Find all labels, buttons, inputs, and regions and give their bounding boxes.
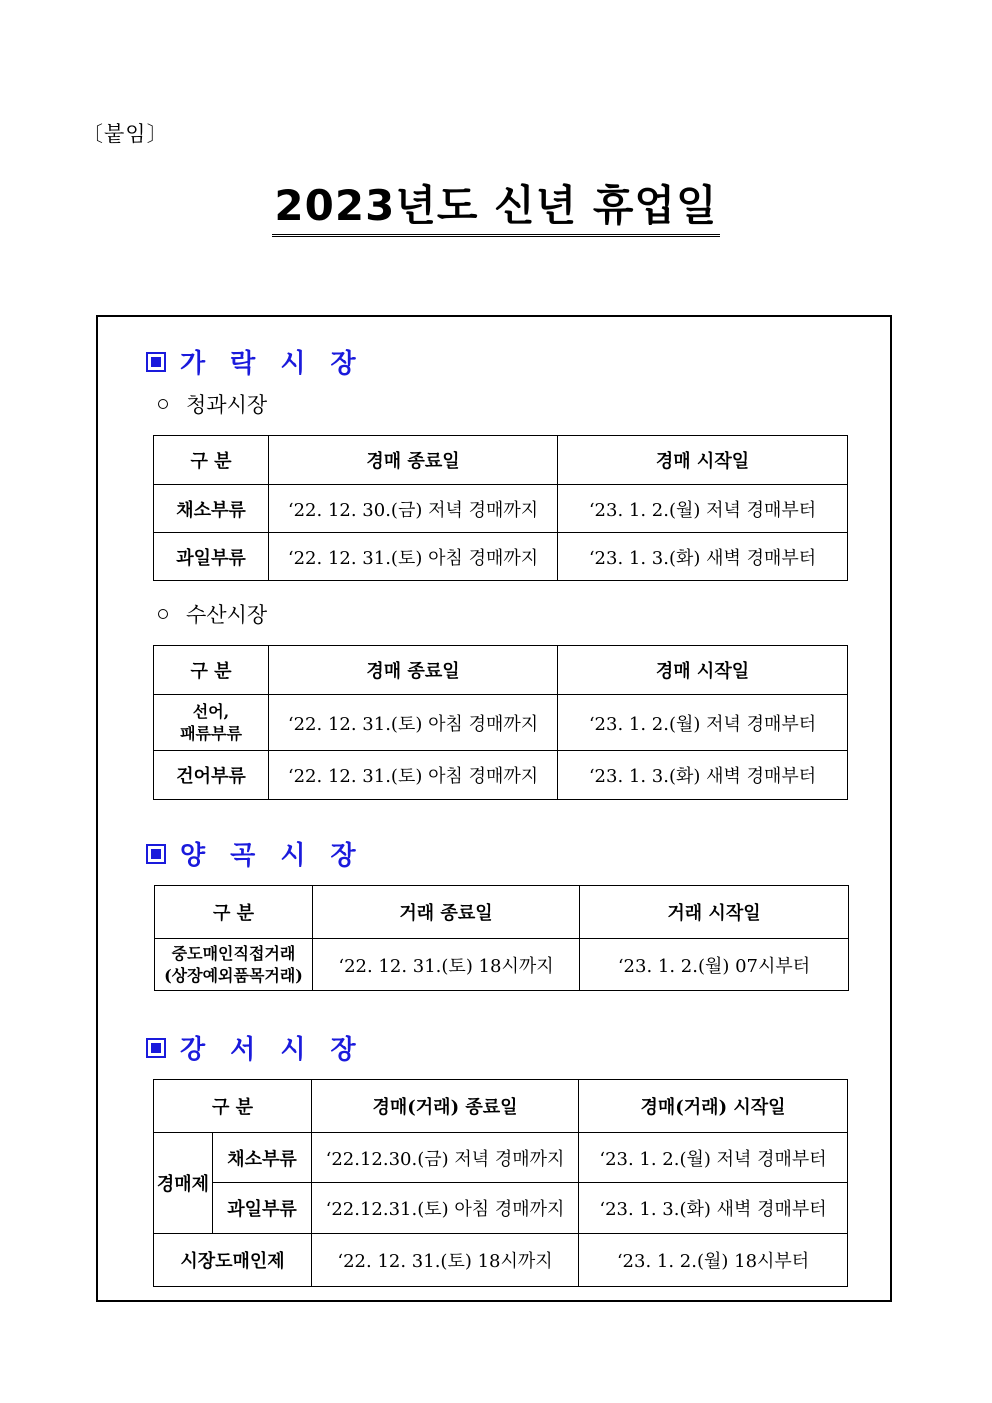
table-row xyxy=(154,485,848,533)
section-garak-heading xyxy=(146,343,364,380)
row-label-line1: 중도매인직접거래 xyxy=(171,943,296,963)
row-start-date: ‘23. 1. 2.(월) 저녁 경매부터 xyxy=(558,695,848,751)
header-start-date: 경매(거래) 시작일 xyxy=(579,1080,848,1133)
table-header-row xyxy=(154,1080,848,1133)
row-end-date: ‘22. 12. 31.(토) 18시까지 xyxy=(313,939,580,991)
header-end-date: 경매(거래) 종료일 xyxy=(312,1080,579,1133)
header-start-date: 거래 시작일 xyxy=(580,886,849,939)
grain-table xyxy=(154,885,849,991)
row-label: 시장도매인제 xyxy=(154,1234,312,1287)
header-category: 구 분 xyxy=(154,1080,312,1133)
seafood-table xyxy=(153,645,848,800)
table-row xyxy=(154,1234,848,1287)
header-end-date: 경매 종료일 xyxy=(269,646,558,695)
row-start-date: ‘23. 1. 3.(화) 새벽 경매부터 xyxy=(558,751,848,800)
header-end-date: 거래 종료일 xyxy=(313,886,580,939)
subsection-seafood xyxy=(158,599,267,629)
page-title-wrap xyxy=(0,180,992,237)
row-label xyxy=(154,695,269,751)
group-label: 경매제 xyxy=(154,1133,213,1234)
header-category: 구 분 xyxy=(155,886,313,939)
table-header-row xyxy=(154,436,848,485)
square-bullet-icon xyxy=(146,844,166,864)
row-end-date: ‘22. 12. 31.(토) 아침 경매까지 xyxy=(269,751,558,800)
row-end-date: ‘22. 12. 31.(토) 아침 경매까지 xyxy=(269,695,558,751)
subsection-fruit-veg xyxy=(158,389,267,419)
header-end-date: 경매 종료일 xyxy=(269,436,558,485)
row-end-date: ‘22.12.31.(토) 아침 경매까지 xyxy=(312,1183,579,1234)
header-category: 구 분 xyxy=(154,436,269,485)
subsection-fruit-veg-title: 청과시장 xyxy=(186,393,268,417)
table-row xyxy=(155,939,849,991)
row-label: 건어부류 xyxy=(154,751,269,800)
content-frame xyxy=(96,315,892,1302)
circle-bullet-icon xyxy=(158,399,168,409)
attachment-label: 〔붙임〕 xyxy=(82,122,169,146)
table-row xyxy=(154,533,848,581)
row-start-date: ‘23. 1. 3.(화) 새벽 경매부터 xyxy=(558,533,848,581)
table-row xyxy=(154,1133,848,1183)
table-header-row xyxy=(155,886,849,939)
section-garak-title: 가 락 시 장 xyxy=(180,349,364,379)
gangseo-table xyxy=(153,1079,848,1287)
row-start-date: ‘23. 1. 3.(화) 새벽 경매부터 xyxy=(579,1183,848,1234)
circle-bullet-icon xyxy=(158,609,168,619)
table-row xyxy=(154,1183,848,1234)
row-start-date: ‘23. 1. 2.(월) 18시부터 xyxy=(579,1234,848,1287)
header-start-date: 경매 시작일 xyxy=(558,436,848,485)
header-start-date: 경매 시작일 xyxy=(558,646,848,695)
row-label: 채소부류 xyxy=(154,485,269,533)
row-label: 채소부류 xyxy=(213,1133,312,1183)
section-grain-heading xyxy=(146,835,364,872)
row-end-date: ‘22. 12. 31.(토) 18시까지 xyxy=(312,1234,579,1287)
row-end-date: ‘22.12.30.(금) 저녁 경매까지 xyxy=(312,1133,579,1183)
row-label-line2: (상장예외품목거래) xyxy=(164,965,303,985)
row-label: 과일부류 xyxy=(213,1183,312,1234)
section-gangseo-title: 강 서 시 장 xyxy=(180,1035,364,1065)
page-title: 2023년도 신년 휴업일 xyxy=(272,180,719,237)
square-bullet-icon xyxy=(146,1038,166,1058)
subsection-seafood-title: 수산시장 xyxy=(186,603,268,627)
fruit-veg-table xyxy=(153,435,848,581)
row-end-date: ‘22. 12. 30.(금) 저녁 경매까지 xyxy=(269,485,558,533)
row-label-line1: 선어, xyxy=(192,701,230,721)
table-row xyxy=(154,751,848,800)
row-label-line2: 패류부류 xyxy=(180,723,242,743)
row-label: 과일부류 xyxy=(154,533,269,581)
row-start-date: ‘23. 1. 2.(월) 저녁 경매부터 xyxy=(558,485,848,533)
table-header-row xyxy=(154,646,848,695)
row-start-date: ‘23. 1. 2.(월) 07시부터 xyxy=(580,939,849,991)
section-grain-title: 양 곡 시 장 xyxy=(180,841,364,871)
table-row xyxy=(154,695,848,751)
row-end-date: ‘22. 12. 31.(토) 아침 경매까지 xyxy=(269,533,558,581)
section-gangseo-heading xyxy=(146,1029,364,1066)
square-bullet-icon xyxy=(146,352,166,372)
row-start-date: ‘23. 1. 2.(월) 저녁 경매부터 xyxy=(579,1133,848,1183)
row-label xyxy=(155,939,313,991)
header-category: 구 분 xyxy=(154,646,269,695)
